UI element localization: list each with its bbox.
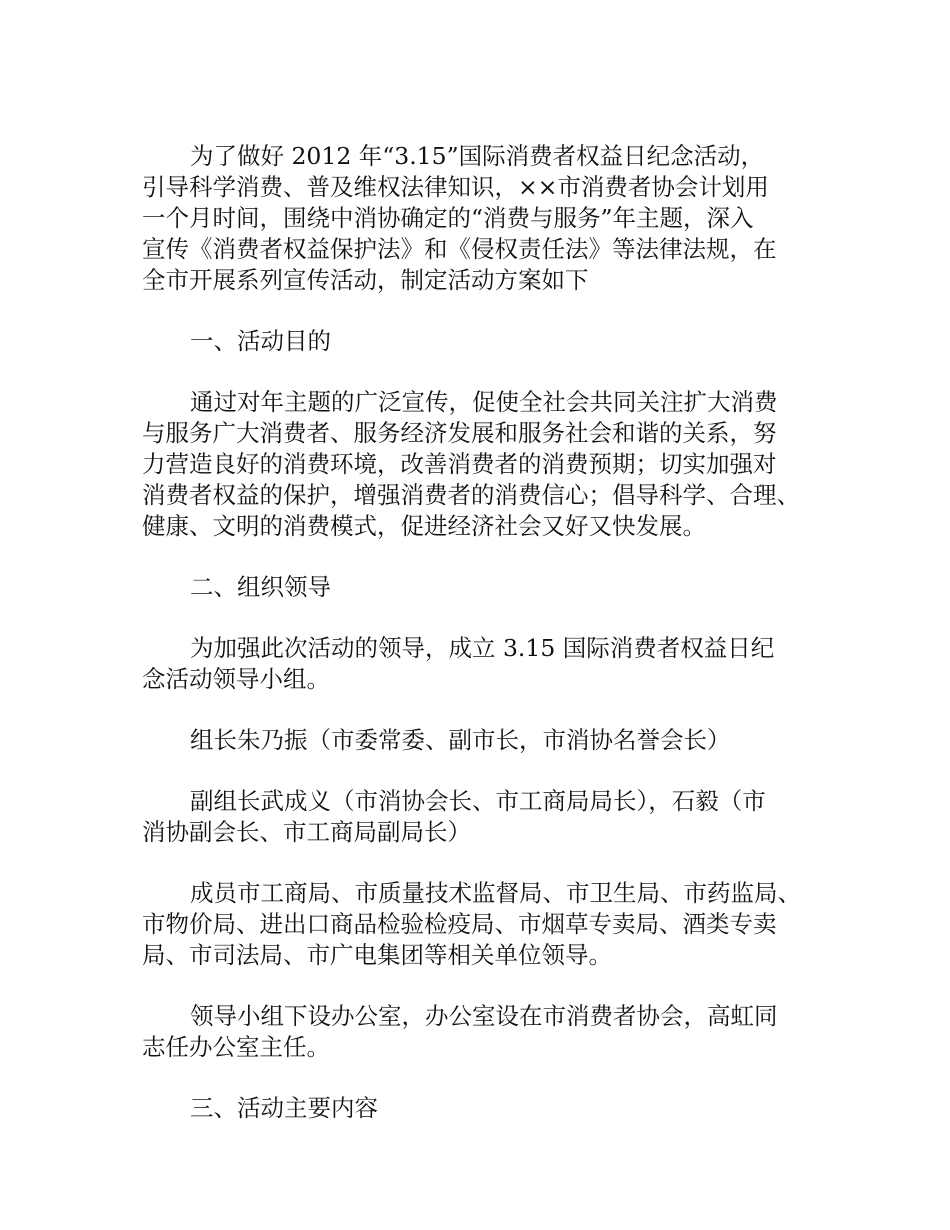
- text-line: 通过对年主题的广泛宣传，促使全社会共同关注扩大消费: [190, 388, 778, 416]
- section-heading: [142, 572, 832, 603]
- paragraph: [142, 141, 832, 296]
- text-line: 引导科学消费、普及维权法律知识，××市消费者协会计划用: [142, 173, 769, 201]
- paragraph: [142, 633, 832, 695]
- text-line: 为加强此次活动的领导，成立 3.15 国际消费者权益日纪: [190, 634, 775, 662]
- text-line: 健康、文明的消费模式，促进经济社会又好又快发展。: [142, 512, 706, 540]
- text-line: 一个月时间，围绕中消协确定的“消费与服务”年主题，深入: [142, 204, 754, 232]
- paragraph: [142, 878, 832, 971]
- text-line: 消协副会长、市工商局副局长）: [142, 818, 471, 846]
- text-line: 志任办公室主任。: [142, 1033, 330, 1061]
- paragraph: [142, 1001, 832, 1063]
- text-line: 与服务广大消费者、服务经济发展和服务社会和谐的关系，努: [142, 419, 777, 447]
- paragraph: [142, 387, 832, 542]
- text-line: 三、活动主要内容: [190, 1094, 378, 1122]
- text-line: 全市开展系列宣传活动，制定活动方案如下: [142, 266, 589, 294]
- section-heading: [142, 326, 832, 357]
- paragraph: [142, 786, 832, 848]
- text-line: 局、市司法局、市广电集团等相关单位领导。: [142, 941, 612, 969]
- text-line: 力营造良好的消费环境，改善消费者的消费预期；切实加强对: [142, 450, 777, 478]
- text-line: 副组长武成义（市消协会长、市工商局局长），石毅（市: [190, 787, 766, 815]
- text-line: 成员市工商局、市质量技术监督局、市卫生局、市药监局、: [190, 879, 801, 907]
- paragraph: [142, 725, 832, 756]
- text-line: 消费者权益的保护，增强消费者的消费信心；倡导科学、合理、: [142, 481, 800, 509]
- text-line: 宣传《消费者权益保护法》和《侵权责任法》等法律法规，在: [142, 235, 777, 263]
- text-line: 市物价局、进出口商品检验检疫局、市烟草专卖局、酒类专卖: [142, 910, 777, 938]
- text-line: 为了做好 2012 年“3.15”国际消费者权益日纪念活动，: [190, 142, 765, 170]
- text-line: 二、组织领导: [190, 573, 331, 601]
- text-line: 领导小组下设办公室，办公室设在市消费者协会，高虹同: [190, 1002, 778, 1030]
- text-line: 一、活动目的: [190, 327, 331, 355]
- section-heading: [142, 1093, 832, 1124]
- document-body: [142, 141, 832, 1154]
- text-line: 组长朱乃振（市委常委、副市长，市消协名誉会长）: [190, 726, 731, 754]
- text-line: 念活动领导小组。: [142, 665, 330, 693]
